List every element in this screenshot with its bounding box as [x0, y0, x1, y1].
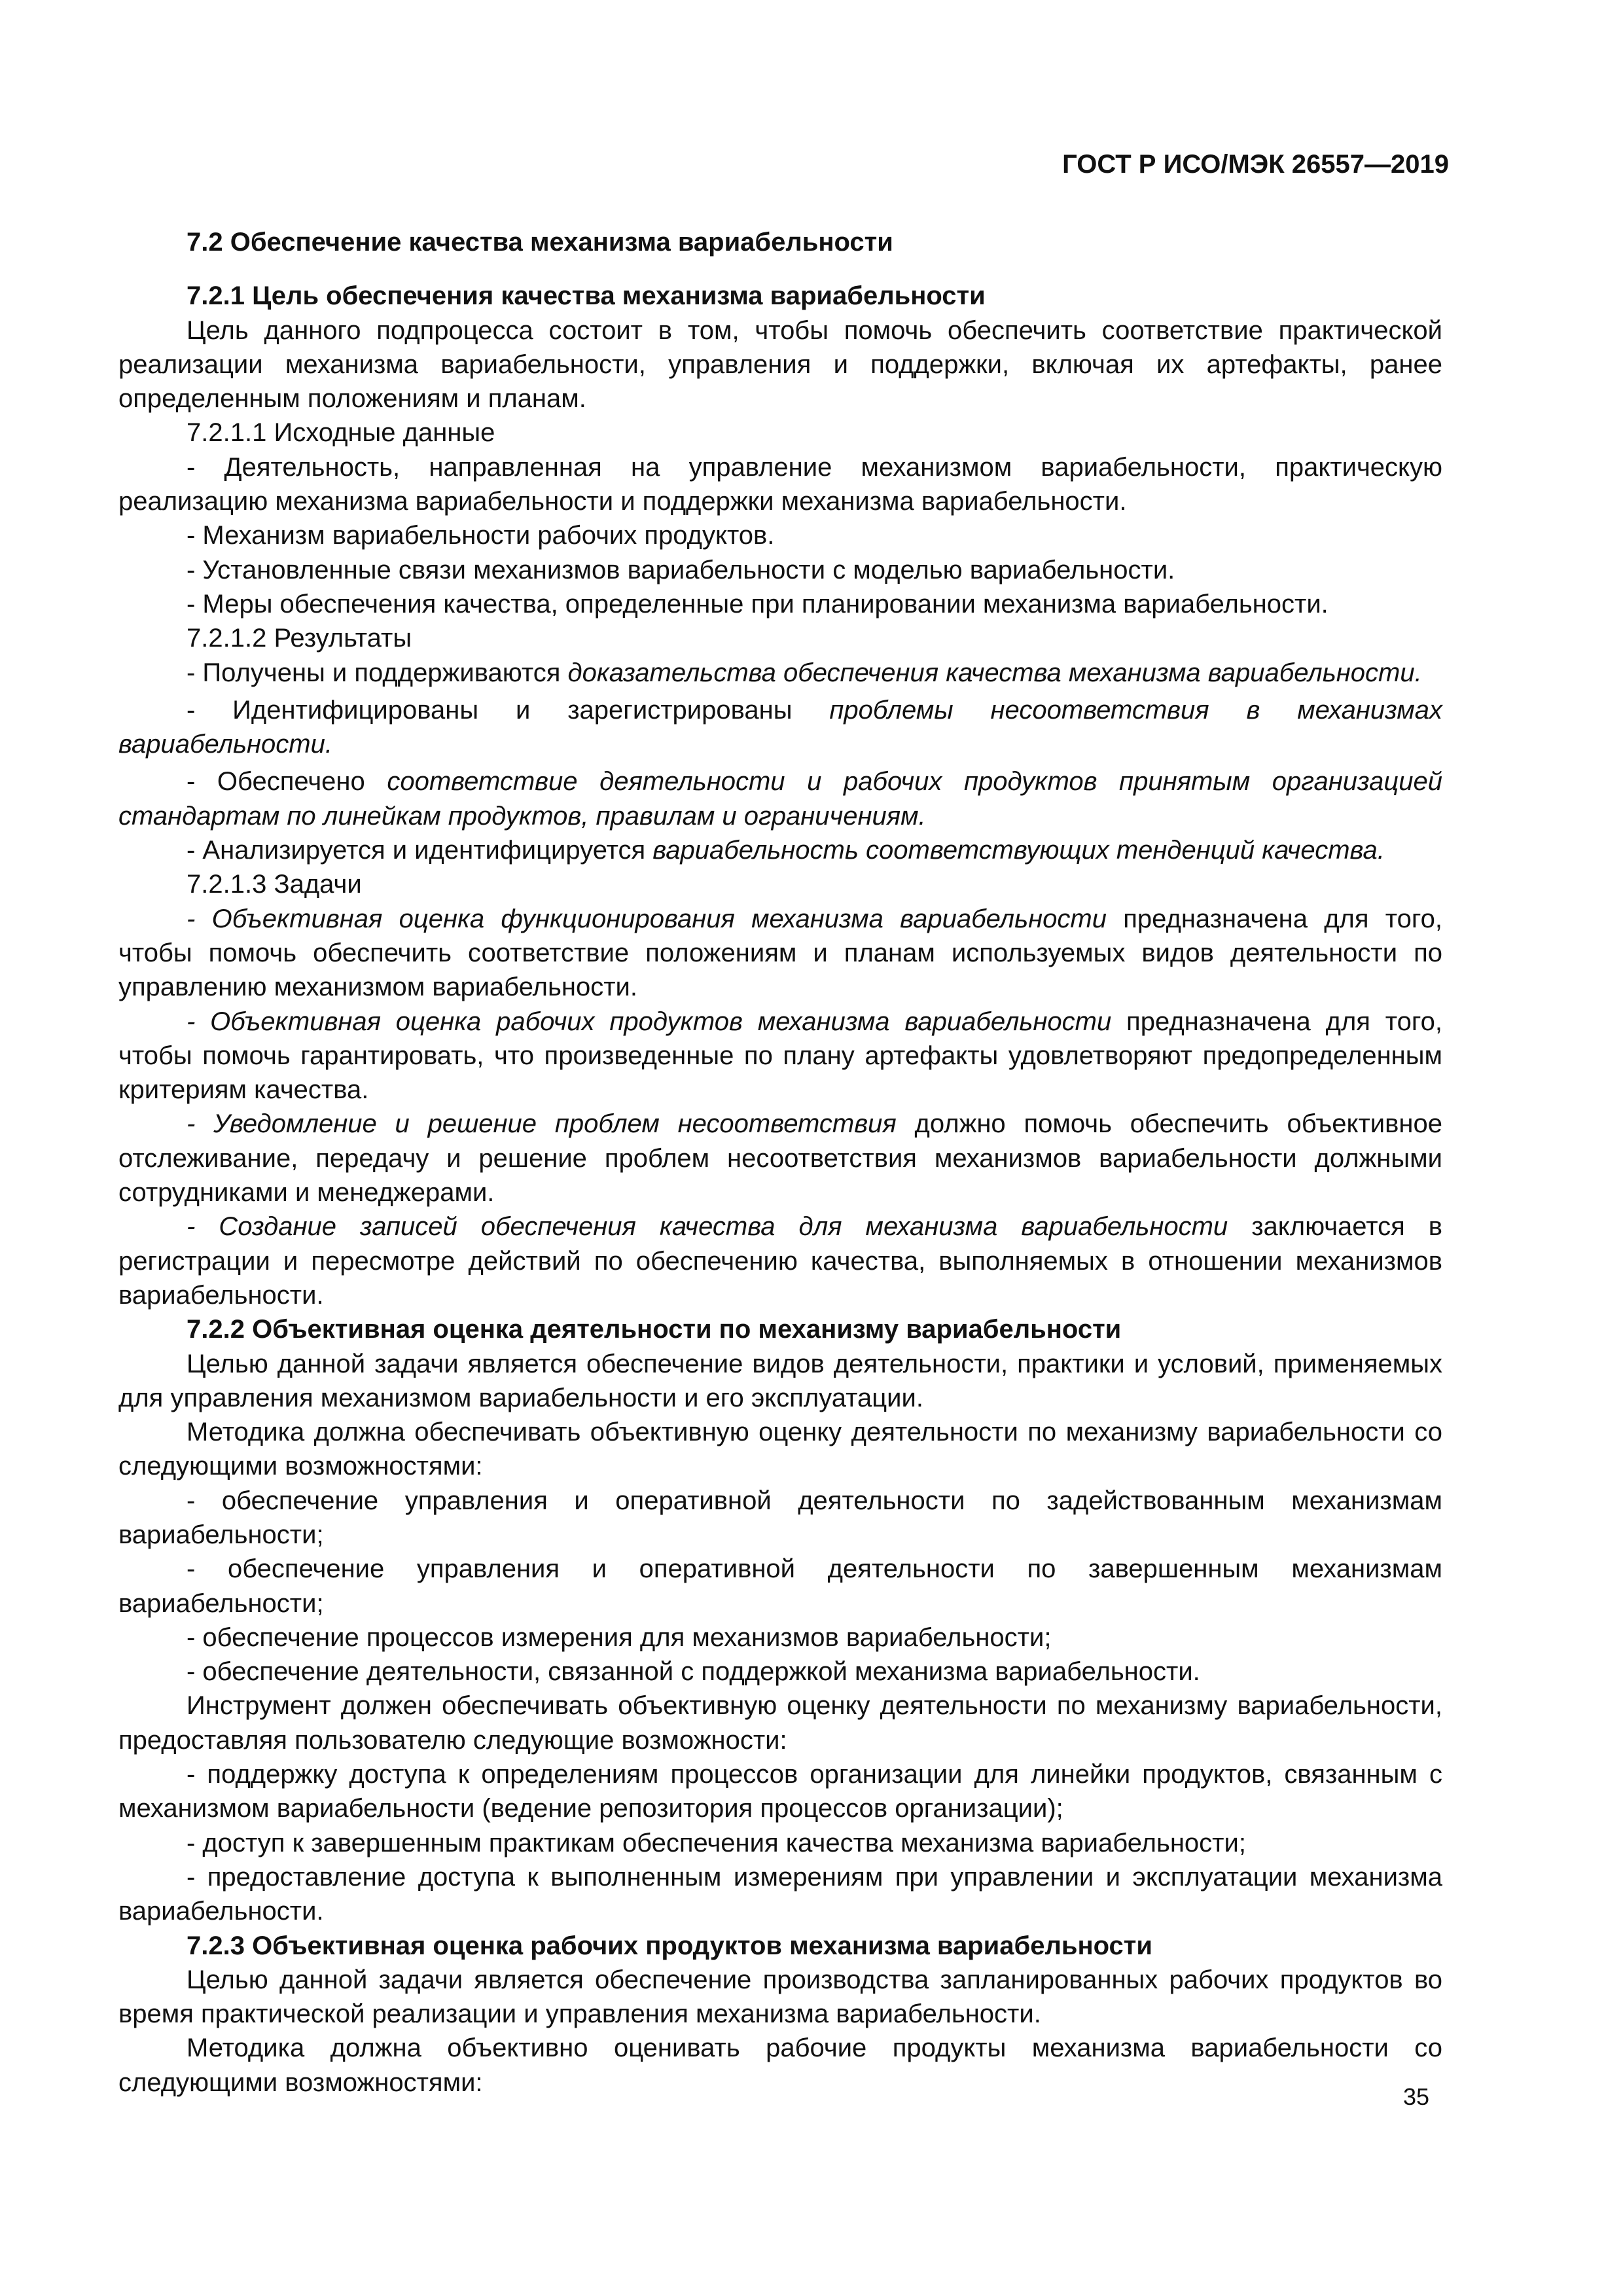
- list-item: - обеспечение управления и оперативной деятельности по задействованным механизмам вариабельности;: [118, 1486, 1442, 1549]
- section-7-2-2-heading: 7.2.2 Объективная оценка деятельности по механизму вариабельности: [187, 1315, 1122, 1344]
- list-item: [118, 693, 1442, 762]
- list-item: [118, 1005, 1442, 1107]
- italic-term: проблемы несоответствия в механизмах вариабельности.: [118, 695, 1442, 759]
- italic-term: - Объективная оценка функционирования механизма вариабельности: [187, 904, 1107, 933]
- paragraph: Целью данной задачи является обеспечение производства запланированных рабочих продуктов во время практической реализации и управления механизма вариабельности.: [118, 1965, 1442, 2029]
- text-run: - Обеспечено: [187, 767, 387, 797]
- italic-term: - Уведомление и решение проблем несоответствия: [187, 1109, 897, 1139]
- list-item: - Механизм вариабельности рабочих продуктов.: [187, 521, 775, 550]
- list-item: [118, 833, 1442, 867]
- paragraph: Целью данной задачи является обеспечение видов деятельности, практики и условий, применяемых для управления механизмом вариабельности и его эксплуатации.: [118, 1349, 1442, 1412]
- subsection-inputs-heading: 7.2.1.1 Исходные данные: [187, 418, 495, 448]
- section-7-2-1-heading: 7.2.1 Цель обеспечения качества механизма вариабельности: [187, 281, 986, 311]
- text-run: предназначена для того, чтобы помочь гарантировать, что произведенные по плану артефакты удовлетворяют предопределенным критериям качества.: [118, 1007, 1442, 1105]
- text-run: - Идентифицированы и зарегистрированы: [187, 695, 830, 725]
- list-item: [118, 1210, 1442, 1312]
- list-item: - доступ к завершенным практикам обеспечения качества механизма вариабельности;: [187, 1828, 1246, 1857]
- italic-term: - Создание записей обеспечения качества для механизма вариабельности: [187, 1212, 1228, 1242]
- paragraph: Инструмент должен обеспечивать объективную оценку деятельности по механизму вариабельности, предоставляя пользователю следующие возможности:: [118, 1691, 1442, 1755]
- italic-term: доказательства обеспечения качества механизма вариабельности.: [567, 658, 1422, 687]
- list-item: - обеспечение управления и оперативной деятельности по завершенным механизмам вариабельности;: [118, 1554, 1442, 1618]
- italic-term: - Объективная оценка рабочих продуктов механизма вариабельности: [187, 1007, 1112, 1036]
- paragraph: Цель данного подпроцесса состоит в том, чтобы помочь обеспечить соответствие практической реализации механизма вариабельности, управления и поддержки, включая их артефакты, ранее определенным положениям и планам.: [118, 315, 1442, 414]
- list-item: - Меры обеспечения качества, определенные при планировании механизма вариабельности.: [187, 589, 1329, 619]
- text-run: заключается в регистрации и пересмотре действий по обеспечению качества, выполняемых в отношении механизмов вариабельности.: [118, 1212, 1443, 1310]
- section-7-2-heading: 7.2 Обеспечение качества механизма вариабельности: [187, 228, 893, 257]
- paragraph: Методика должна объективно оценивать рабочие продукты механизма вариабельности со следующими возможностями:: [118, 2034, 1442, 2097]
- paragraph: Методика должна обеспечивать объективную оценку деятельности по механизму вариабельности со следующими возможностями:: [118, 1418, 1442, 1481]
- list-item: - Деятельность, направленная на управление механизмом вариабельности, практическую реализацию механизма вариабельности и поддержки механизма вариабельности.: [118, 452, 1442, 516]
- subsection-tasks-heading: 7.2.1.3 Задачи: [187, 870, 362, 899]
- page-body: [118, 225, 1442, 2100]
- list-item: - обеспечение деятельности, связанной с поддержкой механизма вариабельности.: [187, 1657, 1200, 1687]
- list-item: [118, 902, 1442, 1005]
- section-7-2-3-heading: 7.2.3 Объективная оценка рабочих продуктов механизма вариабельности: [187, 1931, 1152, 1960]
- list-item: [118, 1107, 1442, 1210]
- list-item: [118, 764, 1442, 833]
- list-item: - поддержку доступа к определениям процессов организации для линейки продуктов, связанным с механизмом вариабельности (ведение репозитория процессов организации);: [118, 1760, 1442, 1823]
- italic-term: соответствие деятельности и рабочих продуктов принятым организацией стандартам по линейкам продуктов, правилам и ограничениям.: [118, 767, 1442, 831]
- list-item: - обеспечение процессов измерения для механизмов вариабельности;: [187, 1623, 1052, 1652]
- list-item: - предоставление доступа к выполненным измерениям при управлении и эксплуатации механизма вариабельности.: [118, 1862, 1442, 1926]
- text-run: - Анализируется и идентифицируется: [187, 836, 653, 865]
- text-run: - Получены и поддерживаются: [187, 658, 568, 687]
- list-item: - Установленные связи механизмов вариабельности с моделью вариабельности.: [187, 555, 1175, 584]
- italic-term: вариабельность соответствующих тенденций качества.: [652, 836, 1385, 865]
- subsection-results-heading: 7.2.1.2 Результаты: [187, 624, 412, 653]
- page-number: 35: [1402, 2083, 1429, 2110]
- text-run: предназначена для того, чтобы помочь обеспечить соответствие положениям и планам используемых видов деятельности по управлению механизмом вариабельности.: [118, 904, 1442, 1002]
- text-run: должно помочь обеспечить объективное отслеживание, передачу и решение проблем несоответствия механизмов вариабельности должными сотрудниками и менеджерами.: [118, 1109, 1442, 1208]
- document-id: ГОСТ Р ИСО/МЭК 26557—2019: [1062, 150, 1449, 179]
- list-item: [118, 656, 1442, 690]
